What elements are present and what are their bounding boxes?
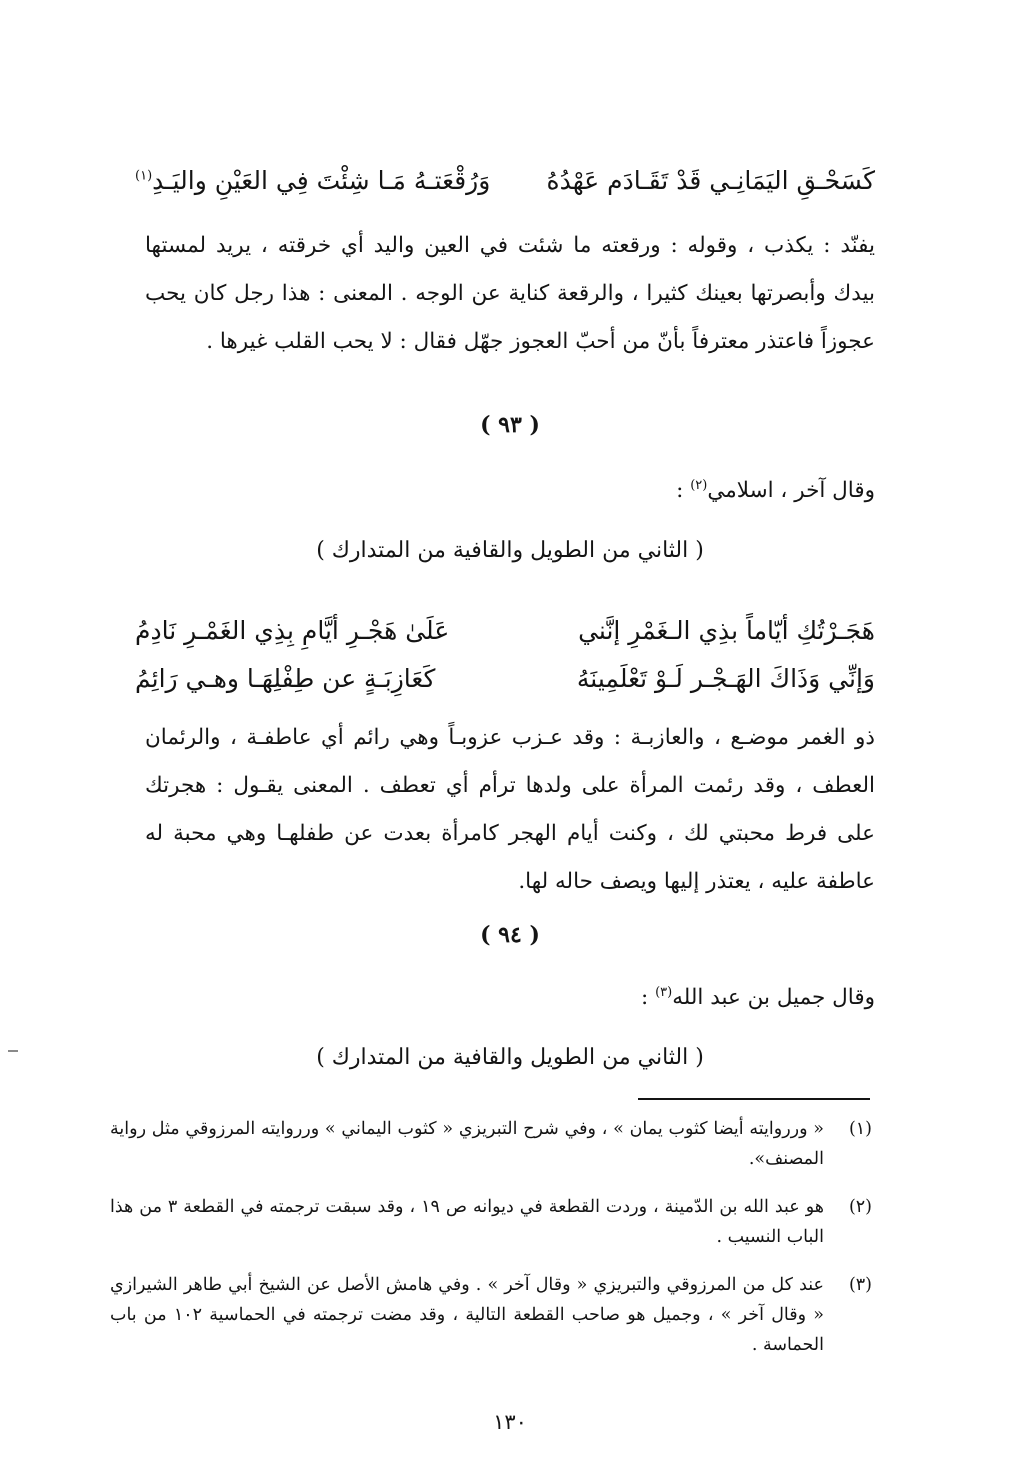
section-93-intro: وقال آخر ، اسلامي$^{(٢)}$ : [676,478,875,504]
footnote-ref-2: (٢) [690,478,708,493]
commentary-paragraph-93: ذو الغمر موضـع ، والعازبـة : وقد عـزب عزوبـاً وهي رائم أي عاطفـة ، والرئمان العطف ، وقد رئمت المرأة على ولدها ترأم أي تعطف . المعنى يقـول : هجرتك على فرط محبتي لك ، وكنت أيام الهجر كامرأة بعدت عن طفلهـا وهي محبة له عاطفة عليه ، يعتذر إليها ويصف حاله لها. [145,725,875,894]
section-94-intro: وقال جميل بن عبد الله$^{(٣)}$ : [641,985,875,1011]
page-number: ١٣٠ [493,1410,527,1434]
verse-line-93-1 [135,608,875,652]
verse-first-hemistich: هَجَـرْتُكِ أيّاماً بذِي الـغَمْرِ إنَّني [578,615,875,645]
section-number-93: ( ٩٣ ) [480,412,540,438]
footnote-1 [110,1114,872,1176]
footnote-text: عند كل من المرزوقي والتبريزي « وقال آخر » . وفي هامش الأصل عن الشيخ أبي طاهر الشيرازي « وقال آخر » ، وجميل هو صاحب القطعة التالية ، وقد مضت ترجمته في الحماسية ١٠٢ من باب الحماسة . [110,1275,825,1355]
footnote-number: (٢) [848,1197,872,1217]
footnote-3 [110,1270,872,1362]
footnote-divider [638,1098,870,1100]
footnote-number: (٣) [848,1275,872,1295]
verse-second-hemistich: كَعَازِبَـةٍ عن طِفْلِهَـا وهـي رَائِمُ [135,663,436,693]
footnote-text: « ورروايته أيضا كثوب يمان » ، وفي شرح التبريزي « كثوب اليماني » ورروايته المرزوقي مثل رواية المصنف». [110,1119,824,1169]
footnote-text: هو عبد الله بن الدّمينة ، وردت القطعة في ديوانه ص ١٩ ، وقد سبقت ترجمته في القطعة ٣ من هذا الباب النسيب . [110,1197,824,1247]
verse-line-1 [135,158,875,202]
section-94-meter: ( الثاني من الطويل والقافية من المتدارك ) [316,1045,704,1070]
section-93-meter: ( الثاني من الطويل والقافية من المتدارك ) [316,538,704,563]
footnote-2 [110,1192,872,1254]
section-number-94: ( ٩٤ ) [480,922,540,948]
verse-line-93-2 [135,656,875,700]
footnote-ref-3: (٣) [655,985,673,1000]
verse-second-hemistich: عَلَىٰ هَجْـرِ أيَّامِ بِذِي الغَمْـرِ نَادِمُ [135,615,450,645]
commentary-paragraph-1: يفنّد : يكذب ، وقوله : ورقعته ما شئت في العين واليد أي خرقته ، يريد لمستها بيدك وأبصرتها بعينك كثيرا ، والرقعة كناية عن الوجه . المعنى : هذا رجل كان يحب عجوزاً فاعتذر معترفاً بأنّ من أحبّ العجوز جهّل فقال : لا يحب القلب غيرها . [145,233,875,354]
verse-first-hemistich: وَإنِّي وَذَاكَ الهَـجْـر لَـوْ تَعْلَمِينَهُ [576,663,875,693]
footnote-ref-1: (١) [135,168,153,184]
verse-first-hemistich: كَسَحْـقِ اليَمَانِـي قَدْ تَقَـادَم عَهْدُهُ [546,165,875,195]
verse-second-hemistich: وَرُقْعَتـهُ مَـا شِئْتَ فِي العَيْنِ واليَـدِ$^{(١)}$ [135,165,491,195]
footnote-number: (١) [848,1119,872,1139]
